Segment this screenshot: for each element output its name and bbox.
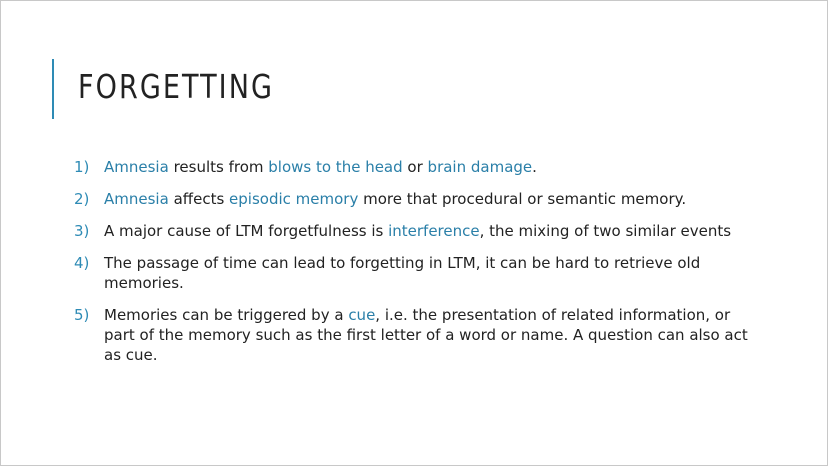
item-text-segment: Memories can be triggered by a bbox=[104, 306, 349, 324]
item-number: 5) bbox=[74, 306, 90, 324]
list-item bbox=[74, 157, 754, 177]
item-text-segment: , the mixing of two similar events bbox=[479, 222, 732, 240]
highlight-term: interference bbox=[388, 222, 480, 240]
bullet-list bbox=[74, 157, 754, 377]
item-text bbox=[104, 158, 537, 176]
item-text-segment: , i.e. the presentation of related information, or part of the memory such as the first letter of a word or name. A question can also act as cue. bbox=[104, 306, 748, 364]
item-number: 2) bbox=[74, 190, 90, 208]
item-text bbox=[104, 254, 700, 292]
list-item bbox=[74, 253, 754, 293]
highlight-term: Amnesia bbox=[104, 190, 169, 208]
highlight-term: cue bbox=[348, 306, 376, 324]
item-text bbox=[104, 190, 686, 208]
list-item bbox=[74, 189, 754, 209]
item-text-segment: more that procedural or semantic memory. bbox=[358, 190, 687, 208]
item-text-segment: The passage of time can lead to forgetting in LTM, it can be hard to retrieve old memories. bbox=[104, 254, 701, 292]
item-number: 1) bbox=[74, 158, 90, 176]
slide-title: FORGETTING bbox=[78, 67, 275, 106]
item-text bbox=[104, 222, 731, 240]
highlight-term: blows to the head bbox=[268, 158, 403, 176]
item-text-segment: . bbox=[532, 158, 537, 176]
title-accent-bar bbox=[52, 59, 54, 119]
item-text bbox=[104, 306, 748, 364]
highlight-term: episodic memory bbox=[229, 190, 359, 208]
item-text-segment: affects bbox=[168, 190, 230, 208]
item-text-segment: results from bbox=[168, 158, 269, 176]
item-number: 4) bbox=[74, 254, 90, 272]
list-item bbox=[74, 305, 754, 365]
item-number: 3) bbox=[74, 222, 90, 240]
highlight-term: brain damage bbox=[427, 158, 533, 176]
list-item bbox=[74, 221, 754, 241]
highlight-term: Amnesia bbox=[104, 158, 169, 176]
item-text-segment: A major cause of LTM forgetfulness is bbox=[104, 222, 389, 240]
item-text-segment: or bbox=[402, 158, 428, 176]
